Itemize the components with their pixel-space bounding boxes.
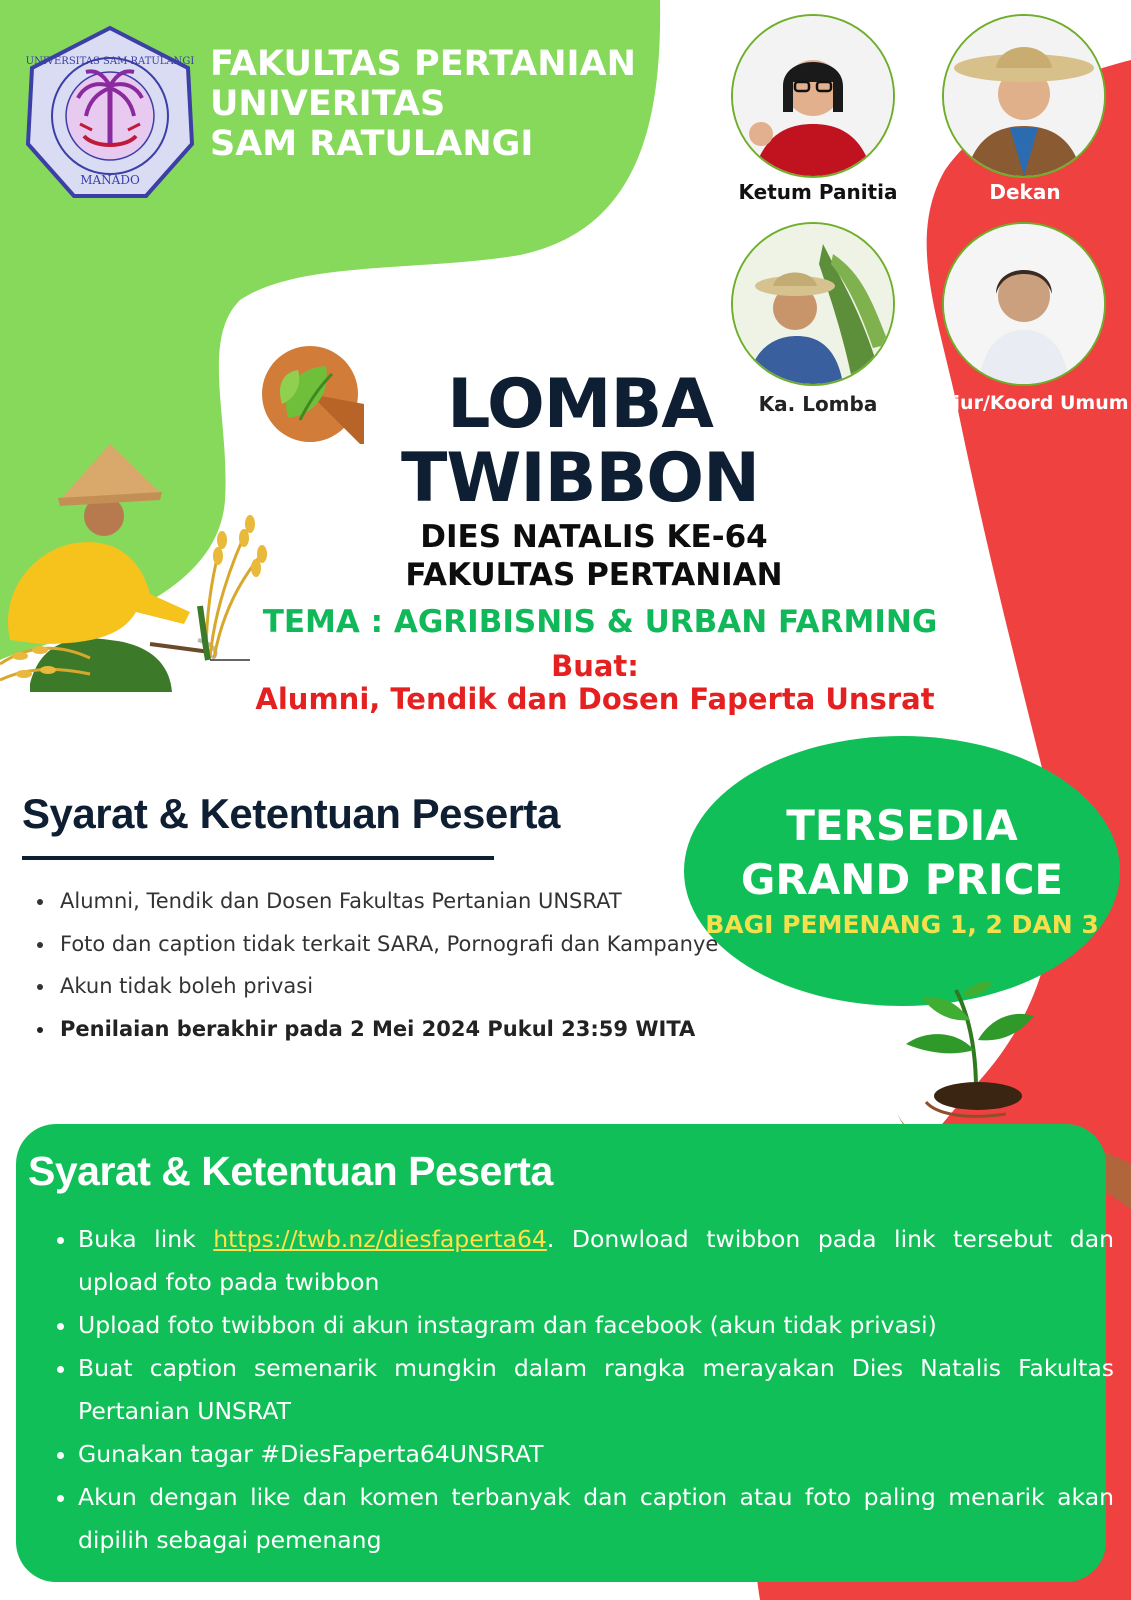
list-item: • Penilaian berakhir pada 2 Mei 2024 Pukul 23:59 WITA [56, 1008, 726, 1051]
title-line-1: LOMBA [447, 365, 713, 444]
portrait-dekan [942, 14, 1106, 178]
university-logo [22, 24, 198, 202]
steps-list [44, 1218, 1114, 1562]
requirements-heading: Syarat & Ketentuan Peserta [22, 790, 560, 837]
faculty-name [210, 44, 636, 164]
portrait-ka-lomba [731, 222, 895, 386]
label-ka-lomba: Ka. Lomba [758, 392, 878, 416]
theme-text: TEMA : AGRIBISNIS & URBAN FARMING [262, 604, 938, 640]
list-item: • Upload foto twibbon di akun instagram dan facebook (akun tidak privasi) [78, 1304, 1114, 1347]
label-kajur: Kajur/Koord Umum [926, 392, 1129, 414]
list-item: • Gunakan tagar #DiesFaperta64UNSRAT [78, 1433, 1114, 1476]
step1-suffix: . Donwload twibbon pada link tersebut dan upload foto pada twibbon [78, 1225, 1114, 1296]
title-line-2: TWIBBON [400, 439, 760, 518]
step1-prefix: Buka link [78, 1225, 214, 1253]
portrait-ketum-panitia [731, 14, 895, 178]
for-label: Buat: [551, 649, 639, 683]
portrait-kajur [942, 222, 1106, 386]
prize-line-3: BAGI PEMENANG 1, 2 DAN 3 [705, 910, 1099, 939]
heading-divider [22, 856, 494, 860]
list-item: • Alumni, Tendik dan Dosen Fakultas Pertanian UNSRAT [56, 880, 726, 923]
label-ketum-panitia: Ketum Panitia [738, 180, 898, 204]
list-item: • Akun tidak boleh privasi [56, 965, 726, 1008]
subtitle-line-1: DIES NATALIS KE-64 [420, 519, 768, 555]
person-icon [944, 224, 1104, 384]
for-audience: Alumni, Tendik dan Dosen Faperta Unsrat [255, 682, 935, 716]
prize-line-2: GRAND PRICE [740, 855, 1064, 904]
logo-text-top: UNIVERSITAS SAM RATULANGI [25, 56, 195, 67]
list-item: • Buat caption semenarik mungkin dalam rangka merayakan Dies Natalis Fakultas Pertanian UNSRAT [78, 1347, 1114, 1433]
twibbon-link[interactable]: https://twb.nz/diesfaperta64 [213, 1225, 547, 1253]
subtitle-line-2: FAKULTAS PERTANIAN [405, 557, 783, 593]
faculty-line-2: UNIVERITAS [210, 84, 446, 124]
label-dekan: Dekan [989, 180, 1061, 204]
person-icon [733, 16, 893, 176]
person-icon [733, 224, 893, 384]
list-item: • Akun dengan like dan komen terbanyak dan caption atau foto paling menarik akan dipilih sebagai pemenang [78, 1476, 1114, 1562]
prize-line-1: TERSEDIA [786, 801, 1018, 850]
steps-heading: Syarat & Ketentuan Peserta [28, 1148, 553, 1194]
list-item: • Foto dan caption tidak terkait SARA, Pornografi dan Kampanye [56, 923, 726, 966]
requirements-list [22, 880, 726, 1050]
faculty-line-3: SAM RATULANGI [210, 124, 534, 164]
list-item [78, 1218, 1114, 1304]
person-icon [944, 16, 1104, 176]
faculty-line-1: FAKULTAS PERTANIAN [210, 44, 636, 84]
logo-text-bottom: MANADO [80, 173, 140, 187]
